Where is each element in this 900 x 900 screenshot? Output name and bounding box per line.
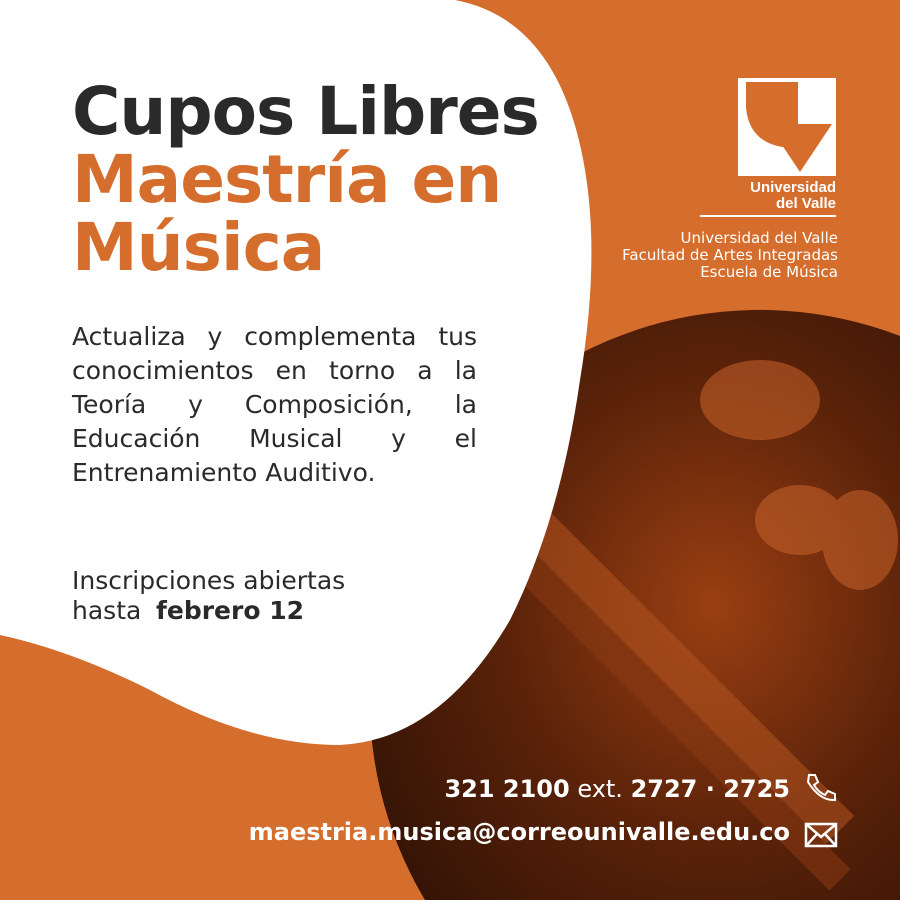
- university-logo: [738, 78, 836, 176]
- institution-info: [560, 230, 838, 281]
- institution-line: Facultad de Artes Integradas: [622, 246, 838, 264]
- institution-line: Escuela de Música: [700, 263, 838, 281]
- phone-number: 321 2100: [444, 775, 570, 803]
- logo-text: [700, 180, 836, 217]
- institution-line: Universidad del Valle: [680, 229, 838, 247]
- description: Actualiza y complementa tus conocimientos en torno a la Teoría y Composición, la Educación Musical y el Entrenamiento Auditivo.: [72, 322, 477, 487]
- title-line-2: Maestría en Música: [72, 141, 502, 286]
- registration-prefix: Inscripciones abiertas hasta: [72, 566, 346, 625]
- email[interactable]: maestria.musica@correounivalle.edu.co: [248, 818, 790, 846]
- ext-numbers: 2727 · 2725: [630, 775, 790, 803]
- title-line-1: Cupos Libres: [72, 73, 539, 150]
- logo-line: Universidad: [750, 179, 836, 196]
- registration-deadline: febrero 12: [156, 596, 305, 625]
- ext-label: ext.: [577, 775, 623, 803]
- phone-icon: [804, 772, 838, 802]
- logo-line: del Valle: [775, 195, 836, 212]
- envelope-icon: [804, 820, 838, 850]
- phone-line: [444, 775, 790, 803]
